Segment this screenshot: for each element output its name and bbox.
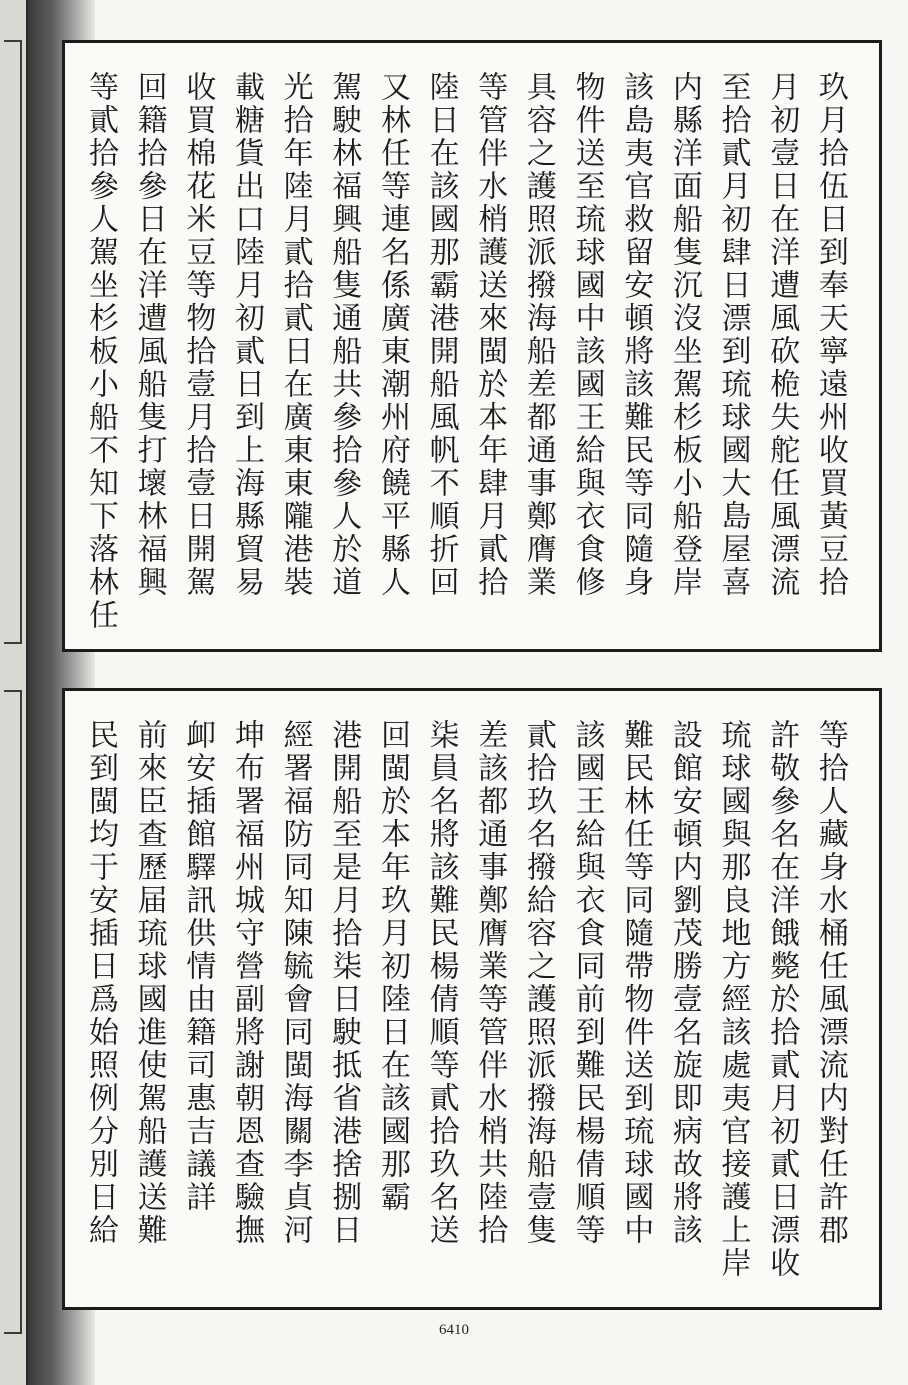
text-column: 收買棉花米豆等物拾壹月拾壹日開駕 <box>180 71 216 599</box>
text-column: 許敬參名在洋餓斃於拾貳月初貳日漂收 <box>764 719 800 1280</box>
bottom-manuscript-panel <box>62 688 882 1310</box>
text-column: 月初壹日在洋遭風砍桅失舵任風漂流 <box>764 71 800 599</box>
text-column: 回籍拾參日在洋遭風船隻打壞林福興 <box>131 71 167 599</box>
text-column: 前來臣查歷届琉球國進使駕船護送難 <box>131 719 167 1247</box>
text-column: 經署福防同知陳毓會同閩海關李貞河 <box>277 719 313 1247</box>
text-column: 等拾人藏身水桶任風漂流内對任許郡 <box>812 719 848 1247</box>
text-column: 回閩於本年玖月初陸日在該國那霸 <box>374 719 410 1214</box>
text-column: 物件送至琉球國中該國王給與衣食修 <box>569 71 605 599</box>
text-column: 光拾年陸月貳拾貳日在廣東東隴港裝 <box>277 71 313 599</box>
bottom-text-columns <box>83 719 848 1287</box>
text-column: 差該都通事鄭膺業等管伴水梢共陸拾 <box>472 719 508 1247</box>
text-column: 貳拾玖名撥給容之護照派撥海船壹隻 <box>520 719 556 1247</box>
text-column: 柒員名將該難民楊倩順等貳拾玖名送 <box>423 719 459 1247</box>
top-text-columns <box>83 71 848 632</box>
text-column: 等貳拾參人駕坐杉板小船不知下落林任 <box>83 71 118 632</box>
text-column: 港開船至是月拾柒日駛抵省港捨捌日 <box>326 719 362 1247</box>
facing-page-frame-bottom <box>4 690 22 1334</box>
text-column: 陸日在該國那霸港開船風帆不順折回 <box>423 71 459 599</box>
text-column: 卹安插館驛訊供情由籍司惠吉議詳 <box>180 719 216 1214</box>
text-column: 琉球國與那良地方經該處夷官接護上岸 <box>715 719 751 1280</box>
text-column: 坤布署福州城守營副將謝朝恩查驗撫 <box>228 719 264 1247</box>
text-column: 該島夷官救留安頓將該難民等同隨身 <box>618 71 654 599</box>
text-column: 載糖貨出口陸月初貳日到上海縣貿易 <box>228 71 264 599</box>
top-manuscript-panel <box>62 40 882 652</box>
text-column: 民到閩均于安插日爲始照例分別日給 <box>83 719 118 1247</box>
text-column: 至拾貳月初肆日漂到琉球國大島屋喜 <box>715 71 751 599</box>
text-column: 駕駛林福興船隻通船共參拾參人於道 <box>326 71 362 599</box>
text-column: 又林任等連名係廣東潮州府饒平縣人 <box>374 71 410 599</box>
text-column: 玖月拾伍日到奉天寧遠州收買黃豆拾 <box>812 71 848 599</box>
text-column: 等管伴水梢護送來閩於本年肆月貳拾 <box>472 71 508 599</box>
text-column: 内縣洋面船隻沉沒坐駕杉板小船登岸 <box>666 71 702 599</box>
text-column: 設館安頓内劉茂勝壹名旋即病故將該 <box>666 719 702 1247</box>
text-column: 難民林任等同隨帶物件送到琉球國中 <box>618 719 654 1247</box>
page-number: 6410 <box>439 1322 469 1338</box>
text-column: 具容之護照派撥海船差都通事鄭膺業 <box>520 71 556 599</box>
text-column: 該國王給與衣食同前到難民楊倩順等 <box>569 719 605 1247</box>
facing-page-frame-top <box>4 40 22 644</box>
